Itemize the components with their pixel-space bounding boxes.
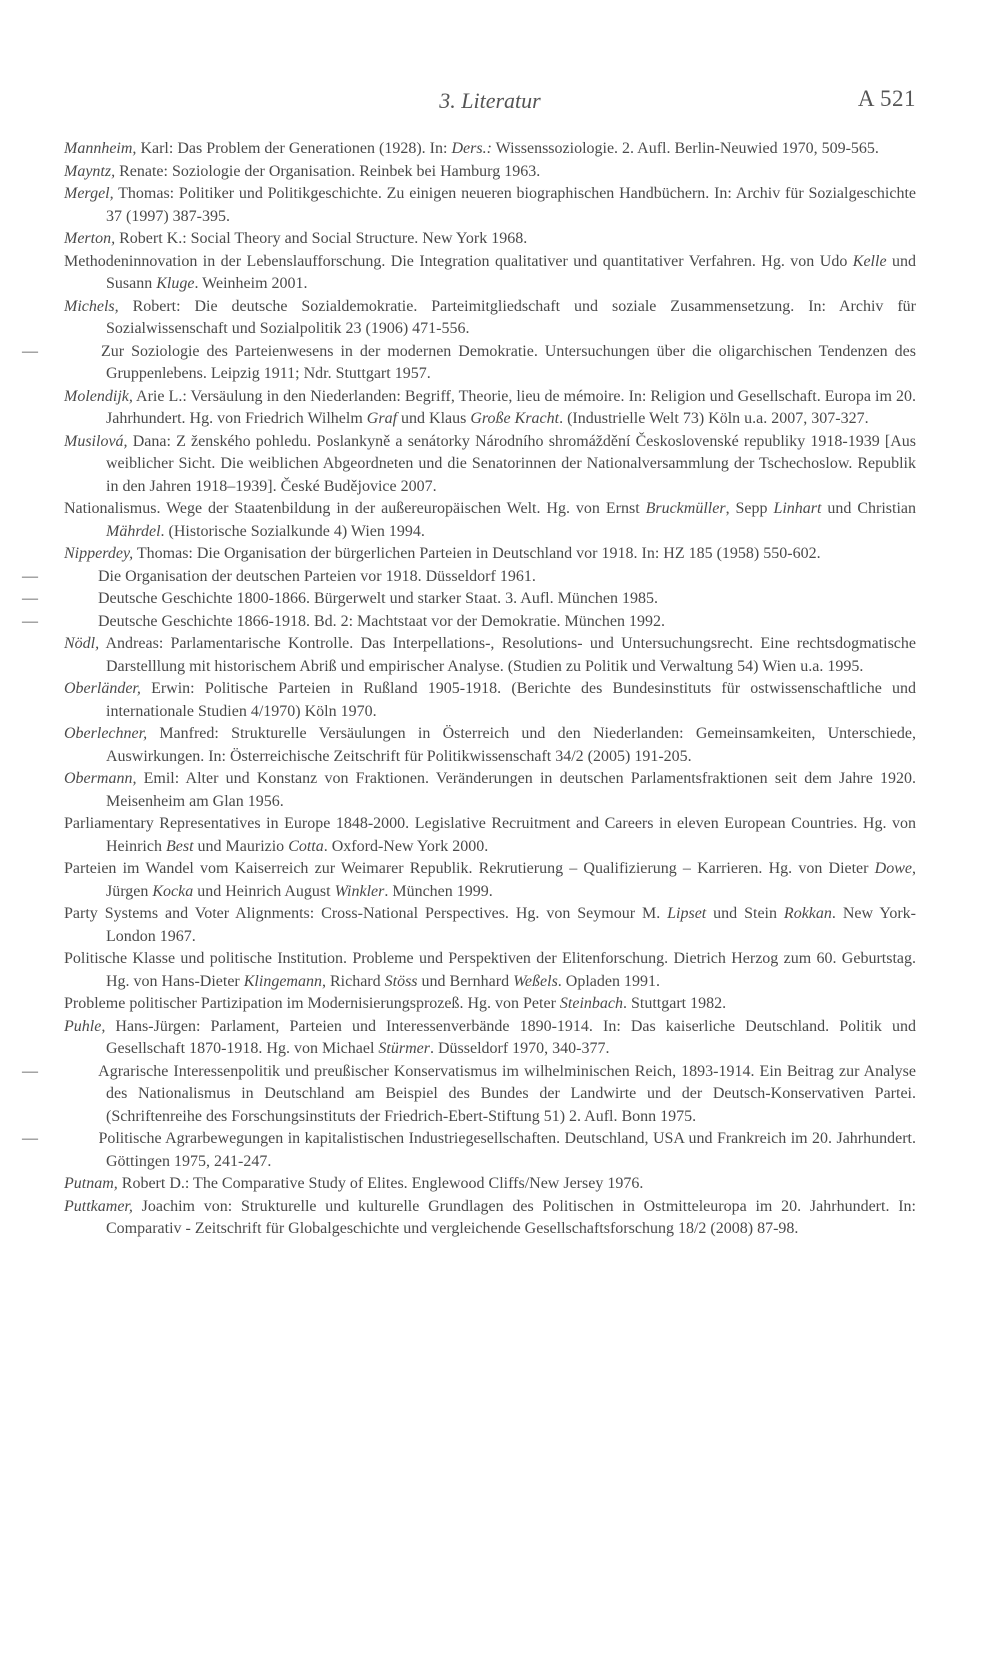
entry-text: Joachim von: Strukturelle und kulturelle Grundlagen des Politischen in Ostmitteleuropa im 20. Jahrhundert. In: Comparativ - Zeitschrift für Globalgeschichte und vergleichende Gesellschaftsforschung 18/2 (2008) 87-98. bbox=[106, 1197, 916, 1237]
running-header bbox=[64, 88, 916, 124]
ditto-dash: — bbox=[22, 612, 38, 630]
entry-text: Arie L.: Versäulung in den Niederlanden: Begriff, Theorie, lieu de mémoire. In: Religion und Gesellschaft. Europa im 20. Jahrhundert. Hg. von Friedrich Wilhelm bbox=[106, 387, 916, 427]
entry-text: und Christian bbox=[821, 500, 917, 517]
author-name: Oberlechner, bbox=[64, 725, 148, 742]
bibliography-list bbox=[22, 138, 917, 1241]
entry-text: Parliamentary Representatives in Europe 1848-2000. Legislative Recruitment and Careers in eleven European Countries. Hg. von Heinrich bbox=[64, 815, 916, 855]
bibliography-entry bbox=[22, 1061, 916, 1129]
bibliography-entry bbox=[64, 1016, 916, 1061]
author-name: Nödl, bbox=[64, 635, 100, 652]
entry-text: . Weinheim 2001. bbox=[194, 275, 308, 292]
entry-text: Manfred: Strukturelle Versäulungen in Österreich und den Niederlanden: Gemeinsamkeiten, Unterschiede, Auswirkungen. In: Österreichische Zeitschrift für Politikwissenschaft 34/2 (2005) 191-205. bbox=[106, 725, 916, 765]
ditto-dash: — bbox=[22, 342, 38, 360]
entry-text: , Jürgen bbox=[106, 860, 916, 900]
editor-name: Kelle bbox=[852, 252, 887, 270]
entry-text: und Klaus bbox=[397, 410, 471, 427]
entry-text: Andreas: Parlamentarische Kontrolle. Das Interpellations-, Resolutions- und Untersuchungsrecht. Eine rechtsdogmatische Darstelllung mit historischem Abriß und empirischer Analyse. (Studien zu Politik und Verwaltung 54) Wien u.a. 1995. bbox=[99, 635, 916, 675]
entry-text: und Bernhard bbox=[417, 972, 514, 990]
chapter-title: 3. Literatur bbox=[439, 88, 541, 113]
entry-text: . Opladen 1991. bbox=[557, 972, 660, 990]
entry-text: . (Historische Sozialkunde 4) Wien 1994. bbox=[160, 522, 425, 540]
bibliography-entry bbox=[64, 948, 916, 993]
entry-text: Politische Klasse und politische Institution. Probleme und Perspektiven der Elitenforschung. Dietrich Herzog zum 60. Geburtstag. Hg. von Hans-Dieter bbox=[64, 950, 916, 990]
bibliography-entry bbox=[64, 228, 916, 251]
editor-name: Ders.: bbox=[451, 140, 492, 157]
entry-text: . New York-London 1967. bbox=[106, 905, 916, 945]
entry-text: Emil: Alter und Konstanz von Fraktionen. Veränderungen in deutschen Parlamentsfraktionen seit dem Jahre 1920. Meisenheim am Glan 1956. bbox=[106, 770, 916, 810]
page-number: A 521 bbox=[857, 86, 916, 111]
entry-text: Renate: Soziologie der Organisation. Reinbek bei Hamburg 1963. bbox=[115, 162, 541, 180]
bibliography-entry bbox=[64, 723, 916, 768]
bibliography-entry bbox=[64, 138, 916, 161]
editor-name: Dowe bbox=[874, 860, 912, 877]
bibliography-entry bbox=[64, 1173, 916, 1196]
bibliography-entry bbox=[22, 1128, 916, 1173]
editor-name: Cotta bbox=[288, 837, 324, 855]
ditto-dash: — bbox=[22, 567, 38, 585]
entry-text: . Oxford-New York 2000. bbox=[323, 837, 489, 855]
bibliography-entry bbox=[64, 903, 916, 948]
entry-text: . Düsseldorf 1970, 340-377. bbox=[429, 1040, 610, 1057]
entry-text: Party Systems and Voter Alignments: Cross-National Perspectives. Hg. von Seymour M. bbox=[64, 905, 668, 922]
entry-text: Parteien im Wandel vom Kaiserreich zur Weimarer Republik. Rekrutierung – Qualifizierung – Karrieren. Hg. von Dieter bbox=[64, 860, 875, 877]
bibliography-entry bbox=[64, 813, 916, 858]
editor-name: Linhart bbox=[773, 500, 822, 517]
editor-name: Stöss bbox=[384, 972, 418, 990]
editor-name: Kocka bbox=[152, 882, 194, 900]
entry-text: Erwin: Politische Parteien in Rußland 1905-1918. (Berichte des Bundesinstituts für ostwissenschaftliche und internationale Studien 4/1970) Köln 1970. bbox=[106, 680, 916, 720]
editor-name: Lipset bbox=[667, 905, 707, 922]
ditto-dash: — bbox=[22, 1130, 38, 1147]
entry-text: Zur Soziologie des Parteienwesens in der modernen Demokratie. Untersuchungen über die oligarchischen Tendenzen des Gruppenlebens. Leipzig 1911; Ndr. Stuttgart 1957. bbox=[94, 342, 916, 382]
bibliography-entry bbox=[22, 611, 916, 634]
entry-text: Agrarische Interessenpolitik und preußischer Konservatismus im wilhelminischen Reich, 1893-1914. Ein Beitrag zur Analyse des Nationalismus in Deutschland am Beispiel des Bundes der Landwirte und der Deutsch-Konservativen Partei. (Schriftenreihe des Forschungsinstituts der Friedrich-Ebert-Stiftung 51) 2. Aufl. Bonn 1975. bbox=[94, 1062, 916, 1125]
bibliography-entry bbox=[64, 161, 916, 184]
entry-text: Nationalismus. Wege der Staatenbildung in der außereuropäischen Welt. Hg. von Ernst bbox=[64, 500, 646, 517]
bibliography-entry bbox=[64, 1196, 916, 1241]
bibliography-entry bbox=[64, 858, 916, 903]
editor-name: Klingemann bbox=[243, 972, 322, 990]
bibliography-entry bbox=[64, 633, 916, 678]
ditto-dash: — bbox=[22, 590, 38, 607]
entry-text: und Heinrich August bbox=[193, 882, 335, 900]
author-name: Michels, bbox=[64, 297, 119, 315]
entry-text: Wissenssoziologie. 2. Aufl. Berlin-Neuwied 1970, 509-565. bbox=[491, 140, 879, 157]
bibliography-entry bbox=[64, 993, 916, 1016]
author-name: Oberländer, bbox=[64, 680, 141, 697]
entry-text: . Stuttgart 1982. bbox=[623, 995, 727, 1012]
entry-text: Hans-Jürgen: Parlament, Parteien und Interessenverbände 1890-1914. In: Das kaiserliche Deutschland. Politik und Gesellschaft 1870-1918. Hg. von Michael bbox=[105, 1017, 916, 1057]
editor-name: Weßels bbox=[513, 972, 558, 990]
author-name: Putnam, bbox=[64, 1175, 118, 1192]
entry-text: und Maurizio bbox=[193, 837, 289, 855]
entry-text: und Susann bbox=[106, 252, 917, 292]
entry-text: . München 1999. bbox=[384, 882, 493, 900]
editor-name: Mährdel bbox=[106, 522, 161, 540]
entry-text: Thomas: Politiker und Politikgeschichte. Zu einigen neueren biographischen Handbüchern. In: Archiv für Sozialgeschichte 37 (1997) 387-395. bbox=[106, 185, 916, 225]
entry-text: Robert K.: Social Theory and Social Structure. New York 1968. bbox=[115, 230, 528, 247]
bibliography-entry bbox=[64, 183, 916, 228]
bibliography-entry bbox=[22, 341, 916, 386]
entry-text: Politische Agrarbewegungen in kapitalistischen Industriegesellschaften. Deutschland, USA und Frankreich im 20. Jahrhundert. Göttingen 1975, 241-247. bbox=[94, 1130, 916, 1170]
editor-name: Kluge bbox=[156, 275, 195, 292]
entry-text: Die Organisation der deutschen Parteien vor 1918. Düsseldorf 1961. bbox=[94, 567, 536, 585]
author-name: Obermann, bbox=[64, 770, 137, 787]
editor-name: Bruckmüller bbox=[645, 500, 726, 517]
author-name: Nipperdey, bbox=[64, 545, 134, 562]
entry-text: Robert: Die deutsche Sozialdemokratie. Parteimitgliedschaft und soziale Zusammensetzung. In: Archiv für Sozialwissenschaft und Sozialpolitik 23 (1906) 471-556. bbox=[106, 297, 916, 337]
author-name: Molendijk, bbox=[64, 387, 133, 405]
entry-text: Methodeninnovation in der Lebenslaufforschung. Die Integration qualitativer und quantitativer Verfahren. Hg. von Udo bbox=[64, 252, 853, 270]
author-name: Mayntz, bbox=[64, 162, 116, 180]
entry-text: , Richard bbox=[321, 972, 385, 990]
editor-name: Winkler bbox=[334, 882, 385, 900]
bibliography-entry bbox=[64, 543, 916, 566]
bibliography-entry bbox=[22, 588, 916, 611]
author-name: Musilová, bbox=[64, 432, 128, 450]
bibliography-entry bbox=[64, 296, 916, 341]
editor-name: Best bbox=[165, 837, 194, 855]
bibliography-entry bbox=[22, 566, 916, 589]
bibliography-entry bbox=[64, 251, 916, 296]
editor-name: Große Kracht bbox=[470, 410, 560, 427]
entry-text: Deutsche Geschichte 1866-1918. Bd. 2: Machtstaat vor der Demokratie. München 1992. bbox=[94, 612, 665, 630]
entry-text: Thomas: Die Organisation der bürgerlichen Parteien in Deutschland vor 1918. In: HZ 185 (1958) 550-602. bbox=[133, 545, 821, 562]
author-name: Puttkamer, bbox=[64, 1197, 133, 1215]
editor-name: Rokkan bbox=[783, 905, 832, 922]
bibliography-entry bbox=[64, 386, 916, 431]
author-name: Merton, bbox=[64, 230, 116, 247]
bibliography-entry bbox=[64, 498, 916, 543]
entry-text: Dana: Z ženského pohledu. Poslankyně a senátorky Národního shromáždění Československé republiky 1918-1939 [Aus weiblicher Sicht. Die weiblichen Abgeordneten und die Senatorinnen der Nationalversammlung der Tschechoslow. Republik in den Jahren 1918–1939]. České Budějovice 2007. bbox=[106, 432, 916, 495]
author-name: Mannheim, bbox=[64, 140, 137, 157]
entry-text: Robert D.: The Comparative Study of Elites. Englewood Cliffs/New Jersey 1976. bbox=[117, 1175, 644, 1192]
bibliography-entry bbox=[64, 431, 916, 499]
bibliography-entry bbox=[64, 768, 916, 813]
entry-text: und Stein bbox=[706, 905, 784, 922]
entry-text: , Sepp bbox=[725, 500, 774, 517]
ditto-dash: — bbox=[22, 1062, 38, 1080]
editor-name: Steinbach bbox=[559, 995, 623, 1012]
editor-name: Graf bbox=[366, 410, 398, 427]
bibliography-entry bbox=[64, 678, 916, 723]
author-name: Puhle, bbox=[64, 1017, 106, 1035]
entry-text: . (Industrielle Welt 73) Köln u.a. 2007, 307-327. bbox=[559, 410, 869, 427]
editor-name: Stürmer bbox=[378, 1040, 430, 1057]
author-name: Mergel, bbox=[64, 185, 114, 202]
entry-text: Karl: Das Problem der Generationen (1928). In: bbox=[136, 140, 452, 157]
entry-text: Probleme politischer Partizipation im Modernisierungsprozeß. Hg. von Peter bbox=[64, 995, 560, 1012]
entry-text: Deutsche Geschichte 1800-1866. Bürgerwelt und starker Staat. 3. Aufl. München 1985. bbox=[94, 590, 659, 607]
